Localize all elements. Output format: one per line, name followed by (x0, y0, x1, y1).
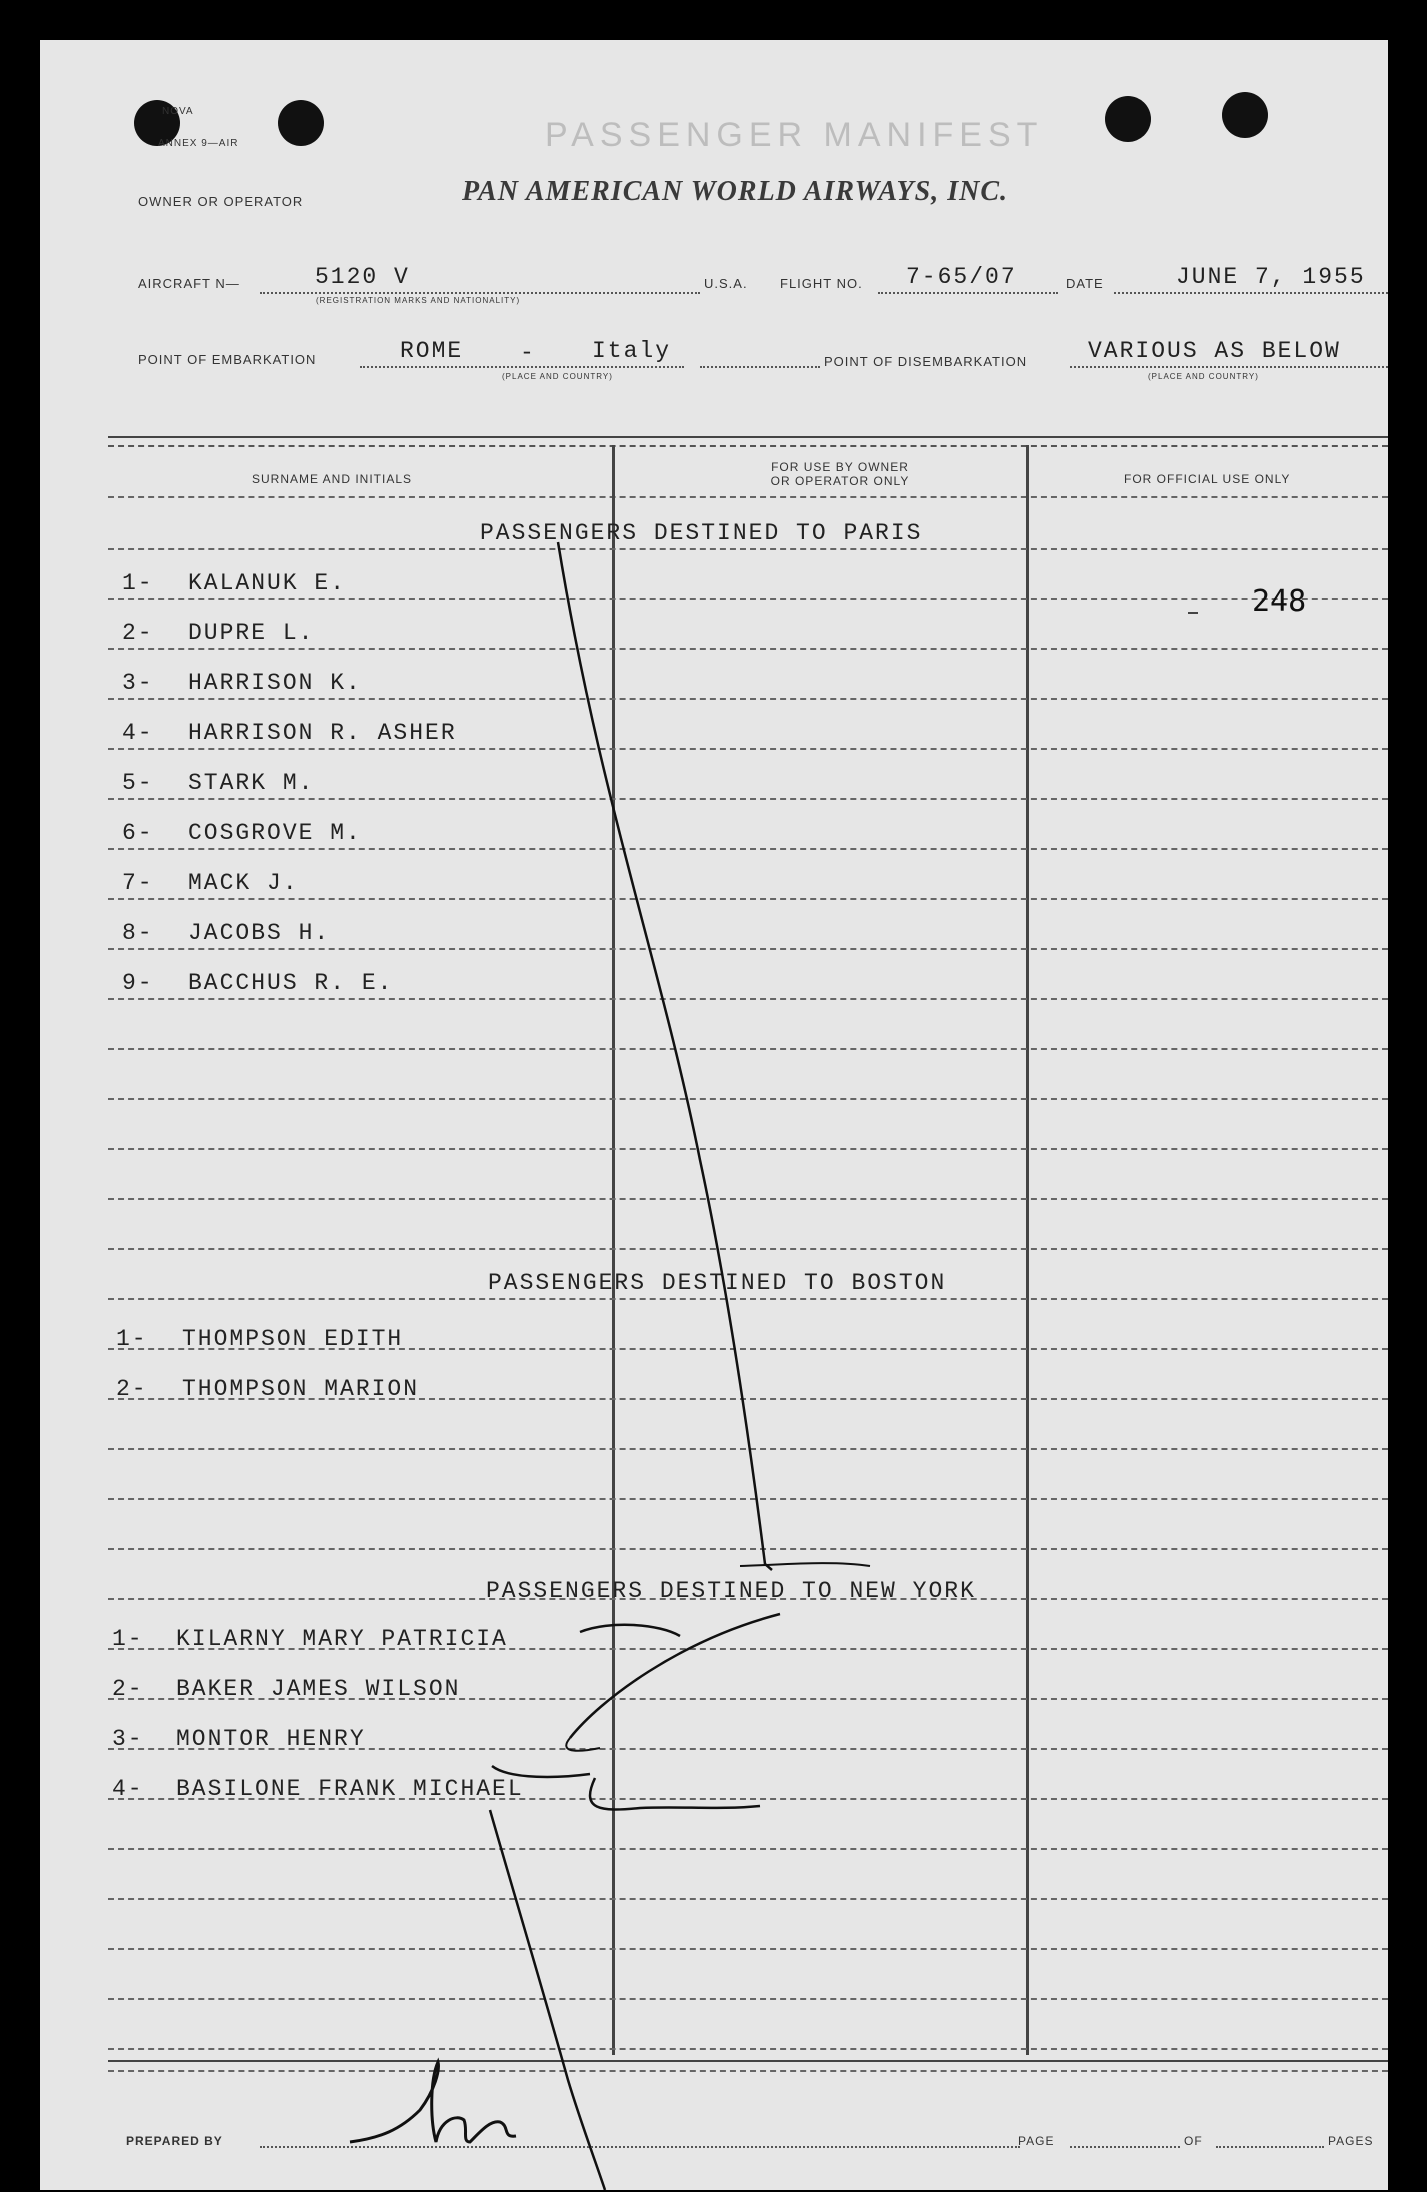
disembark-value: VARIOUS AS BELOW (1088, 338, 1341, 364)
passenger-name: KILARNY MARY PATRICIA (176, 1626, 508, 1652)
aircraft-value: 5120 V (315, 264, 410, 290)
form-corner-line1: NOVA (162, 106, 194, 117)
col-header-owner-line2: OR OPERATOR ONLY (770, 474, 910, 488)
passenger-num: 9- (122, 970, 154, 996)
of-label: OF (1184, 2134, 1203, 2148)
passenger-name: COSGROVE M. (188, 820, 362, 846)
passenger-name: BASILONE FRANK MICHAEL (176, 1776, 524, 1802)
pen-stroke-bracket-2 (566, 1738, 600, 1751)
passenger-name: MACK J. (188, 870, 299, 896)
of-underline (1216, 2146, 1324, 2148)
disembark-sublabel: (PLACE AND COUNTRY) (1148, 372, 1259, 381)
pen-stroke-bracket-3 (492, 1766, 590, 1777)
passenger-num: 2- (116, 1376, 148, 1402)
passenger-name: STARK M. (188, 770, 315, 796)
passenger-name: THOMPSON EDITH (182, 1326, 404, 1352)
passenger-num: 3- (112, 1726, 144, 1752)
flight-value: 7-65/07 (906, 264, 1017, 290)
owner-label: OWNER OR OPERATOR (138, 194, 304, 209)
embarkation-sublabel: (PLACE AND COUNTRY) (502, 372, 613, 381)
passenger-name: MONTOR HENRY (176, 1726, 366, 1752)
manifest-sheet (40, 40, 1388, 2190)
passenger-num: 1- (116, 1326, 148, 1352)
page-title: PASSENGER MANIFEST (545, 116, 1044, 154)
pen-stroke-bracket-4 (590, 1778, 760, 1810)
passenger-num: 1- (112, 1626, 144, 1652)
page-underline (1070, 2146, 1180, 2148)
stamp-number: 248 (1252, 584, 1307, 619)
flight-label: FLIGHT NO. (780, 276, 863, 291)
passenger-num: 3- (122, 670, 154, 696)
embarkation-place: ROME (400, 338, 464, 364)
passenger-name: BAKER JAMES WILSON (176, 1676, 461, 1702)
passenger-num: 2- (112, 1676, 144, 1702)
embarkation-label: POINT OF EMBARKATION (138, 352, 317, 367)
operator-name: PAN AMERICAN WORLD AIRWAYS, INC. (462, 176, 1009, 207)
passenger-num: 4- (112, 1776, 144, 1802)
passenger-num: 6- (122, 820, 154, 846)
aircraft-label: AIRCRAFT N— (138, 276, 240, 291)
pen-stroke-bracket-1 (570, 1614, 780, 1738)
passenger-num: 7- (122, 870, 154, 896)
date-label: DATE (1066, 276, 1104, 291)
passenger-num: 5- (122, 770, 154, 796)
passenger-num: 1- (122, 570, 154, 596)
group-heading-new-york: PASSENGERS DESTINED TO NEW YORK (486, 1578, 976, 1604)
group-heading-paris: PASSENGERS DESTINED TO PARIS (480, 520, 923, 546)
form-corner-line2: ANNEX 9—AIR (158, 138, 239, 149)
date-value: JUNE 7, 1955 (1176, 264, 1366, 290)
disembark-label: POINT OF DISEMBARKATION (824, 354, 1028, 369)
pages-label: PAGES (1328, 2134, 1374, 2148)
passenger-name: HARRISON R. ASHER (188, 720, 457, 746)
group-heading-boston: PASSENGERS DESTINED TO BOSTON (488, 1270, 947, 1296)
pen-stroke-long (558, 542, 772, 1570)
passenger-num: 2- (122, 620, 154, 646)
passenger-name: HARRISON K. (188, 670, 362, 696)
passenger-name: BACCHUS R. E. (188, 970, 394, 996)
passenger-num: 8- (122, 920, 154, 946)
col-header-surname: SURNAME AND INITIALS (252, 472, 413, 486)
passenger-name: JACOBS H. (188, 920, 331, 946)
passenger-num: 4- (122, 720, 154, 746)
pen-stroke-hook (740, 1563, 870, 1566)
passenger-name: THOMPSON MARION (182, 1376, 420, 1402)
prepared-by-label: PREPARED BY (126, 2134, 223, 2148)
embarkation-dash: - (520, 340, 536, 366)
page-label: PAGE (1018, 2134, 1055, 2148)
aircraft-sublabel: (REGISTRATION MARKS AND NATIONALITY) (316, 296, 521, 305)
embarkation-country: Italy (592, 338, 672, 364)
signature (340, 2050, 560, 2170)
passenger-name: DUPRE L. (188, 620, 315, 646)
col-header-official: FOR OFFICIAL USE ONLY (1124, 472, 1291, 486)
passenger-name: KALANUK E. (188, 570, 347, 596)
col-header-owner-line1: FOR USE BY OWNER (771, 460, 909, 474)
handwritten-marks (40, 40, 1388, 2190)
usa-label: U.S.A. (704, 276, 748, 291)
